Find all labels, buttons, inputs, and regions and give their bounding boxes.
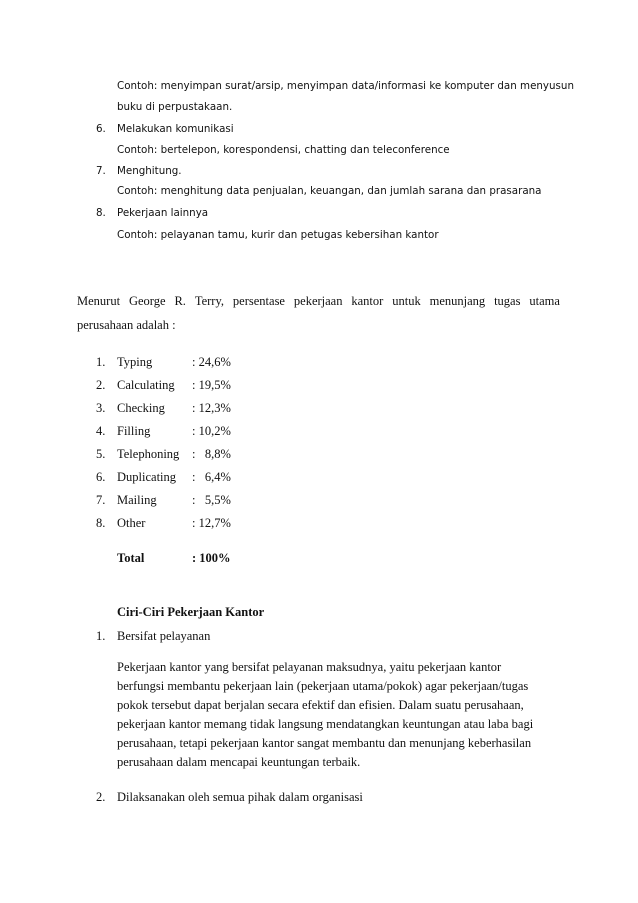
stat-label: Telephoning (117, 447, 180, 461)
intro-word: Menurut (77, 294, 121, 308)
list-item-number: 6. (96, 123, 106, 135)
intro-word: pekerjaan (293, 294, 343, 308)
intro-word: kantor (351, 294, 384, 308)
stat-number: 8. (96, 516, 106, 530)
total-value: : 100% (192, 551, 231, 565)
terry-intro-line2: perusahaan adalah : (77, 318, 176, 332)
list-item-number: 7. (96, 165, 106, 177)
paragraph-line: pekerjaan kantor memang tidak langsung mendatangkan keuntungan atau laba bagi (117, 717, 534, 731)
stat-value: : 5,5% (192, 493, 231, 507)
list-item-title: Melakukan komunikasi (117, 123, 234, 135)
stat-label: Other (117, 516, 146, 530)
paragraph-line: berfungsi membantu pekerjaan lain (pekerjaan utama/pokok) agar pekerjaan/tugas (117, 679, 529, 693)
stat-value: : 8,8% (192, 447, 231, 461)
stat-number: 6. (96, 470, 106, 484)
stat-label: Filling (117, 424, 151, 438)
paragraph-line: pokok tersebut dapat berjalan secara efektif dan efisien. Dalam suatu perusahaan, (117, 698, 524, 712)
intro-word: utama (529, 294, 560, 308)
intro-word: persentase (232, 294, 285, 308)
paragraph-line: perusahaan, tetapi pekerjaan kantor sangat membantu dan menunjang keberhasilan (117, 736, 532, 750)
section-heading: Ciri-Ciri Pekerjaan Kantor (117, 605, 265, 619)
paragraph-line: perusahaan dalam mencapai keuntungan terbaik. (117, 755, 361, 769)
list-item-title: Pekerjaan lainnya (117, 207, 209, 219)
intro-word: untuk (392, 294, 421, 308)
stat-label: Checking (117, 401, 165, 415)
intro-word: menunjang (429, 294, 486, 308)
total-label: Total (117, 551, 145, 565)
intro-word: R. (174, 294, 186, 308)
intro-word: tugas (494, 294, 521, 308)
ciri-item-number: 1. (96, 629, 106, 643)
item5-example-line2: buku di perpustakaan. (117, 101, 233, 113)
stat-value: : 12,3% (192, 401, 231, 415)
stat-value: : 24,6% (192, 355, 231, 369)
list-item-example: Contoh: pelayanan tamu, kurir dan petugas kebersihan kantor (117, 229, 439, 241)
item5-example-line1: Contoh: menyimpan surat/arsip, menyimpan data/informasi ke komputer dan menyusun (117, 80, 574, 92)
list-item-title: Menghitung. (117, 165, 182, 177)
list-item-example: Contoh: bertelepon, korespondensi, chatting dan teleconference (117, 144, 450, 156)
stat-number: 5. (96, 447, 106, 461)
stat-number: 3. (96, 401, 106, 415)
list-item-number: 8. (96, 207, 106, 219)
terry-intro-line1 (77, 294, 560, 309)
stat-value: : 12,7% (192, 516, 231, 530)
intro-word: Terry, (194, 294, 225, 308)
stat-label: Calculating (117, 378, 175, 392)
ciri-item-title: Dilaksanakan oleh semua pihak dalam organisasi (117, 790, 363, 804)
paragraph-line: Pekerjaan kantor yang bersifat pelayanan maksudnya, yaitu pekerjaan kantor (117, 660, 502, 674)
list-item-example: Contoh: menghitung data penjualan, keuangan, dan jumlah sarana dan prasarana (117, 185, 542, 197)
stat-label: Mailing (117, 493, 157, 507)
stat-number: 2. (96, 378, 106, 392)
stat-number: 1. (96, 355, 106, 369)
ciri-item-number: 2. (96, 790, 106, 804)
intro-word: George (128, 294, 166, 308)
stat-label: Typing (117, 355, 153, 369)
ciri-item-title: Bersifat pelayanan (117, 629, 211, 643)
stat-value: : 19,5% (192, 378, 231, 392)
stat-number: 7. (96, 493, 106, 507)
stat-label: Duplicating (117, 470, 177, 484)
stat-number: 4. (96, 424, 106, 438)
stat-value: : 6,4% (192, 470, 231, 484)
stat-value: : 10,2% (192, 424, 231, 438)
